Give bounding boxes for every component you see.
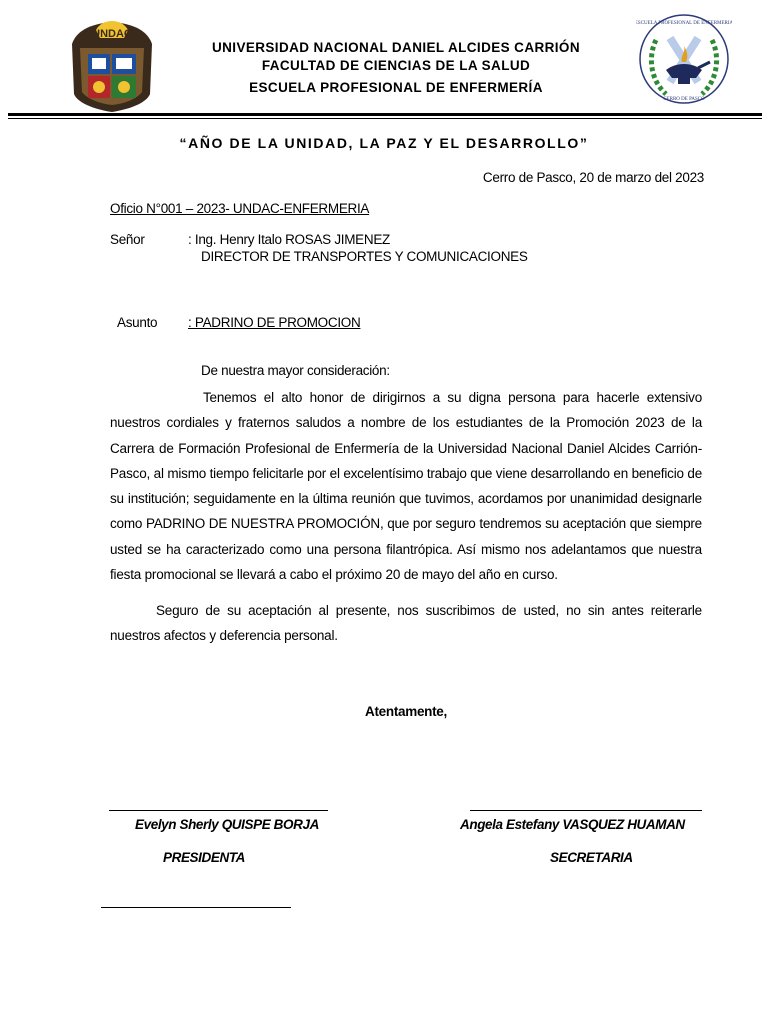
signature-line-extra <box>101 907 291 908</box>
nursing-school-seal <box>636 10 732 108</box>
faculty-name: FACULTAD DE CIENCIAS DE LA SALUD <box>261 58 531 73</box>
logo-left-text: UNDAC <box>92 28 132 40</box>
school-name: ESCUELA PROFESIONAL DE ENFERMERÍA <box>249 80 543 95</box>
recipient-name: : Ing. Henry Italo ROSAS JIMENEZ <box>188 232 390 247</box>
secretary-role: SECRETARIA <box>550 850 633 865</box>
signature-line-president <box>109 810 328 811</box>
subject-label: Asunto <box>117 315 158 330</box>
university-name: UNIVERSIDAD NACIONAL DANIEL ALCIDES CARRIÓN <box>212 40 580 55</box>
body-paragraph-2: Seguro de su aceptación al presente, nos suscribimos de usted, no sin antes reiterarle nuestros afectos y deferencia personal. <box>110 603 702 644</box>
office-reference: Oficio N°001 – 2023- UNDAC-ENFERMERIA <box>110 201 370 216</box>
secretary-name: Angela Estefany VASQUEZ HUAMAN <box>460 817 685 832</box>
year-motto: “AÑO DE LA UNIDAD, LA PAZ Y EL DESARROLLO” <box>179 135 589 151</box>
undac-logo <box>66 14 158 114</box>
subject-value: : PADRINO DE PROMOCION <box>188 315 361 330</box>
signature-line-secretary <box>470 810 702 811</box>
president-role: PRESIDENTA <box>163 850 246 865</box>
body-paragraph-1: Tenemos el alto honor de dirigirnos a su digna persona para hacerle extensivo nuestros cordiales y fraternos saludos a nombre de los estudiantes de la Promoción 2023 de la Carrera de Formación Profesional de Enfermería de la Universidad Nacional Daniel Alcides Carrión-Pasco, al mismo tiempo felicitarle por el excelentísimo trabajo que viene desarrollando en beneficio de su institución; seguidamente en la última reunión que tuvimos, acordamos por unanimidad designarle como PADRINO DE NUESTRA PROMOCIÓN, que por seguro tendremos su aceptación que siempre usted se ha caracterizado como una persona filantrópica. Así mismo nos adelantamos que nuestra fiesta promocional se llevará a cabo el próximo 20 de mayo del año en curso. <box>110 390 702 583</box>
greeting: De nuestra mayor consideración: <box>201 363 390 378</box>
president-name: Evelyn Sherly QUISPE BORJA <box>135 817 319 832</box>
recipient-label: Señor <box>110 232 145 247</box>
recipient-position: DIRECTOR DE TRANSPORTES Y COMUNICACIONES <box>201 249 528 264</box>
seal-text-top: ESCUELA PROFESIONAL DE ENFERMERIA <box>636 21 732 26</box>
seal-text-bottom: CERRO DE PASCO <box>663 97 705 102</box>
closing: Atentamente, <box>365 704 447 719</box>
header-divider-thin <box>8 118 762 119</box>
place-date: Cerro de Pasco, 20 de marzo del 2023 <box>482 170 704 185</box>
header-divider-thick <box>8 113 762 116</box>
